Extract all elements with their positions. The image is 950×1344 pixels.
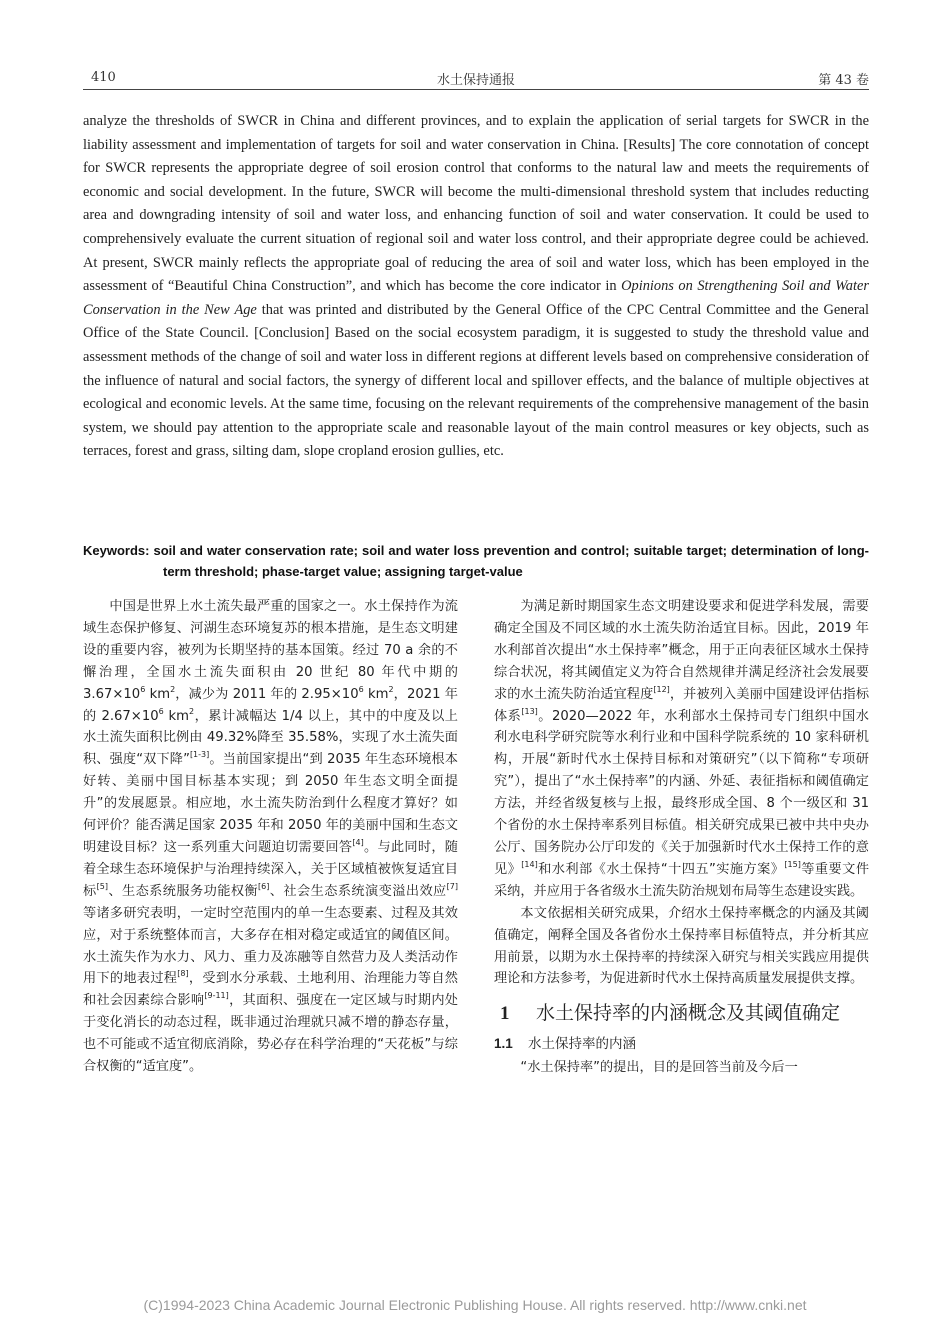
citation: [1-3] — [189, 750, 210, 760]
citation: [14] — [521, 859, 538, 869]
abstract-part-2: that was printed and distributed by the General Office of the CPC Central Committee and the General Office of the State Council. [Conclusion] Based on the social ecosystem paradigm, it is suggested to study the threshold value and assessment methods of the change of soil and water loss in different regions at different levels based on comprehensive consideration of the influence of natural and social factors, the synergy of different local and spillover effects, and the balance of multiple objectives at ecological and economic levels. At the same time, focusing on the relevant requirements of the comprehensive management of the basin system, we should pay attention to the appropriate scale and reasonable layout of the main control measures or key objects, such as terraces, forest and grass, silting dam, slope cropland erosion gullies, etc. — [83, 301, 869, 460]
abstract-part-1: analyze the thresholds of SWCR in China and different provinces, and to explain the application of serial targets for SWCR in the liability assessment and implementation of targets for soil and water conservation in China. [Results] The core connotation of concept for SWCR represents the appropriate degree of soil erosion control that conforms to the natural law and meets the requirements of economic and social development. In the future, SWCR will become the multi-dimensional threshold system that includes reducting area and downgrading intensity of soil and water loss, and enhancing function of soil and water conservation. It could be used to comprehensively evaluate the current situation of regional soil and water loss control, and their appropriate degree could be achieved. At present, SWCR mainly reflects the appropriate goal of reducing the area of soil and water loss, which has been employed in the assessment of “Beautiful China Construction”, and which has become the core indicator in — [83, 113, 869, 295]
right-column — [494, 596, 869, 1079]
intro-paragraph: 中国是世界上水土流失最严重的国家之一。水土保持作为流域生态保护修复、河湖生态环境复苏的根本措施，是生态文明建设的重要内容，被列为长期坚持的基本国策。经过 70 a 余的不懈治理，全国水土流失面积由 20 世纪 80 年代中期的 $3.67\times 10^6$ $km^2$，减少为 2011 年的 $2.95\times 10^6$ $km^2$，2021 年的 $2.67\times 10^6$ $km^2$，累计减幅达 1/4 以上，其中的中度及以上水土流失面积比例由 49.32%降至 35.58%，实现了水土流失面积、强度“双下降”[1-3]。当前国家提出“到 2035 年生态环境根本好转、美丽中国目标基本实现；到 2050 年生态文明全面提升”的发展愿景。相应地，水土流失防治到什么程度才算好？如何评价？能否满足国家 2035 年和 2050 年的美丽中国和生态文明建设目标？这一系列重大问题迫切需要回答[4]。与此同时，随着全球生态环境保护与治理持续深入，关于区域植被恢复适宜目标[5]、生态系统服务功能权衡[6]、社会生态系统演变溢出效应[7]等诸多研究表明，一定时空范围内的单一生态要素、过程及其效应，对于系统整体而言，大多存在相对稳定或适宜的阈值区间。水土流失作为水力、风力、重力及冻融等自然营力及人类活动作用下的地表过程[8]，受到水分承载、土地利用、治理能力等自然和社会因素综合影响[9-11]，其面积、强度在一定区域与时期内处于变化消长的动态过程，既非通过治理就只减不增的静态存量，也不可能或不适宜彻底消除，势必存在科学治理的“天花板”与综合权衡的“适宜度”。 — [83, 599, 459, 1075]
purpose-paragraph: 本文依据相关研究成果，介绍水土保持率概念的内涵及其阈值确定，阐释全国及各省份水土保持率目标值特点，并分析其应用前景，以期为水土保持率的持续深入研究与相关实践应用提供理论和方法参考，为促进新时代水土保持高质量发展提供支撑。 — [494, 905, 869, 987]
citation: [12] — [653, 684, 670, 694]
subsection-heading — [494, 1033, 869, 1056]
english-abstract — [83, 110, 869, 464]
abstract-text — [83, 110, 869, 464]
background-paragraph: 为满足新时期国家生态文明建设要求和促进学科发展，需要确定全国及不同区域的水土流失防治适宜目标。因此，2019 年水利部首次提出“水土保持率”概念，用于正向表征区域水土保持综合状况，将其阈值定义为符合自然规律并满足经济社会发展要求的水土流失防治适宜程度[12]，并被列入美丽中国建设评估指标体系[13]。2020—2022 年，水利部水土保持司专门组织中国水利水电科学研究院等水利行业和中国科学院系统的 10 家科研机构，开展“新时代水土保持目标和对策研究”（以下简称“专项研究”），提出了“水土保持率”的内涵、外延、表征指标和阈值确定方法，并经省级复核与上报，最终形成全国、8 个一级区和 31 个省份的水土保持率系列目标值。相关研究成果已被中共中央办公厅、国务院办公厅印发的《关于加强新时代水土保持工作的意见》[14]和水利部《水土保持“十四五”实施方案》[15]等重要文件采纳，并应用于各省级水土流失防治规划布局等生态建设实践。 — [494, 599, 870, 899]
citation: [8] — [177, 969, 189, 979]
section-title: 水土保持率的内涵概念及其阈值确定 — [536, 1002, 841, 1025]
left-column — [83, 596, 458, 1078]
citation: [6] — [258, 881, 270, 891]
abstract-italic-title: Opinions on Strengthening Soil and Water Conservation in the New Age — [83, 278, 869, 318]
running-header — [83, 66, 869, 90]
page-number: 410 — [91, 70, 116, 85]
section-heading — [494, 1000, 869, 1027]
copyright-footer: (C)1994-2023 China Academic Journal Electronic Publishing House. All rights reserved. http://www.cnki.net — [143, 1297, 807, 1313]
journal-name: 水土保持通报 — [436, 73, 515, 88]
body-paragraph: “水土保持率”的提出，目的是回答当前及今后一 — [520, 1060, 798, 1076]
citation: [7] — [446, 881, 459, 891]
citation: [5] — [96, 881, 108, 891]
citation: [9-11] — [204, 991, 229, 1001]
header-rule — [83, 89, 869, 90]
citation: [13] — [521, 706, 538, 716]
citation: [4] — [352, 837, 364, 847]
section-number: 1 — [500, 1003, 510, 1025]
subsection-title: 水土保持率的内涵 — [528, 1036, 636, 1053]
volume-label: 第 43 卷 — [818, 73, 869, 88]
citation: [15] — [784, 859, 801, 869]
keywords: Keywords: soil and water conservation rate; soil and water loss prevention and control; suitable target; determination of long-term threshold; phase-target value; assigning target-value — [83, 543, 869, 579]
subsection-number: 1.1 — [494, 1036, 513, 1052]
